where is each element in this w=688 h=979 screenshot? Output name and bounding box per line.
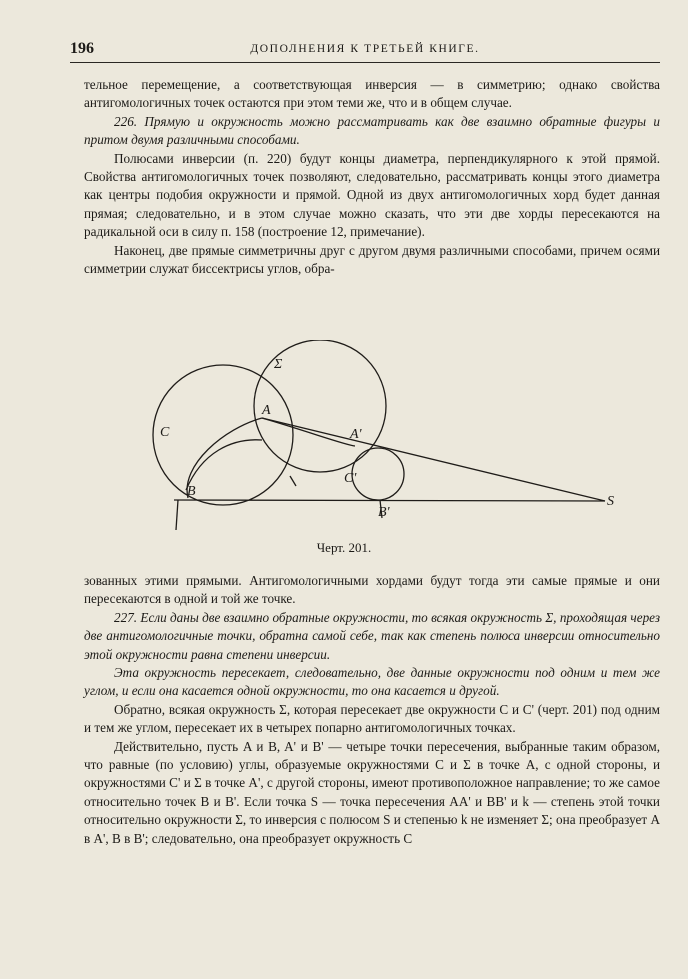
line-aa-prime	[262, 418, 605, 501]
label-c: C	[160, 425, 170, 440]
circle-c	[153, 365, 293, 505]
page-header	[70, 40, 660, 63]
figure-201	[140, 340, 640, 570]
paragraph-poles: Полюсами инверсии (п. 220) будут концы диаметра, перпендикулярного к этой прямой. Свойства антигомологичных точек позволяют, следовательно, рассматривать концы этого диаметра как центры подобия окружности и прямой. Одной из двух антигомологичных хорд будет данная прямая; следовательно, и в этом случае можно сказать, что эти две хорды пересекаются на радикальной оси в силу п. 158 (построение 12, примечание).	[84, 150, 660, 240]
paragraph-two-lines: Наконец, две прямые симметричны друг с другом двумя различными способами, причем осями симметрии служат биссектрисы углов, обра-	[84, 242, 660, 277]
text-block-bottom	[84, 572, 660, 848]
line-bb-prime	[174, 500, 605, 501]
label-b-prime: B'	[378, 505, 390, 520]
paragraph-continuation: тельное перемещение, а соответствующая инверсия — в симметрию; однако свойства антигомологичных точек остаются при этом теми же, что и в общем случае.	[84, 77, 660, 111]
label-sigma: Σ	[274, 357, 283, 372]
label-c-prime: C'	[344, 471, 357, 486]
label-s: S	[607, 494, 614, 509]
paragraph-continuation-2: зованных этими прямыми. Антигомологичными хордами будут тогда эти самые прямые и они пересекаются в одной и той же точке.	[84, 573, 660, 607]
arc-through-a-prime	[262, 418, 355, 446]
figure-caption: Черт. 201.	[316, 540, 372, 555]
paragraph-angle: Эта окружность пересекает, следовательно, две данные окружности под одним и тем же углом, и если она касается одной окружности, то она касается и другой.	[84, 665, 660, 699]
label-a-prime: A'	[350, 427, 362, 442]
arc-angle-a	[187, 418, 262, 498]
text-block-top	[84, 76, 660, 278]
paragraph-proof: Действительно, пусть A и B, A' и B' — четыре точки пересечения, выбранные таким образом, что равные (по условию) углы, образуемые окружностями C и Σ в точке A, с одной стороны, и окружностями C' и Σ в точке A', с другой стороны, имеют противоположное направление; то же самое относительно точек B и B'. Если точка S — точка пересечения AA' и BB' и k — степень этой точки относительно окружности Σ, то инверсия с полюсом S и степенью k не изменяет Σ; она преобразует A в A', B в B'; следовательно, она преобразует окружность C	[84, 738, 660, 846]
paragraph-226: 226. Прямую и окружность можно рассматривать как две взаимно обратные фигуры и притом двумя различными способами.	[84, 113, 660, 148]
tick-mark	[290, 476, 296, 486]
page-number: 196	[70, 40, 94, 57]
paragraph-converse: Обратно, всякая окружность Σ, которая пересекает две окружности C и C' (черт. 201) под одним и тем же углом, пересекает их в четырех попарно антигомологичных точках.	[84, 701, 660, 736]
running-head: ДОПОЛНЕНИЯ К ТРЕТЬЕЙ КНИГЕ.	[250, 43, 480, 55]
arc-inner	[186, 440, 262, 490]
paragraph-227: 227. Если даны две взаимно обратные окружности, то всякая окружность Σ, проходящая через две антигомологичные точки, обратна самой себе, так как степень полюса инверсии относительно этой окружности равна степени инверсии.	[84, 609, 660, 662]
circle-c-prime	[352, 448, 404, 500]
label-b: B	[187, 484, 196, 499]
figure-201-drawing	[140, 340, 640, 570]
tick-b	[176, 500, 178, 530]
label-a: A	[262, 403, 271, 418]
